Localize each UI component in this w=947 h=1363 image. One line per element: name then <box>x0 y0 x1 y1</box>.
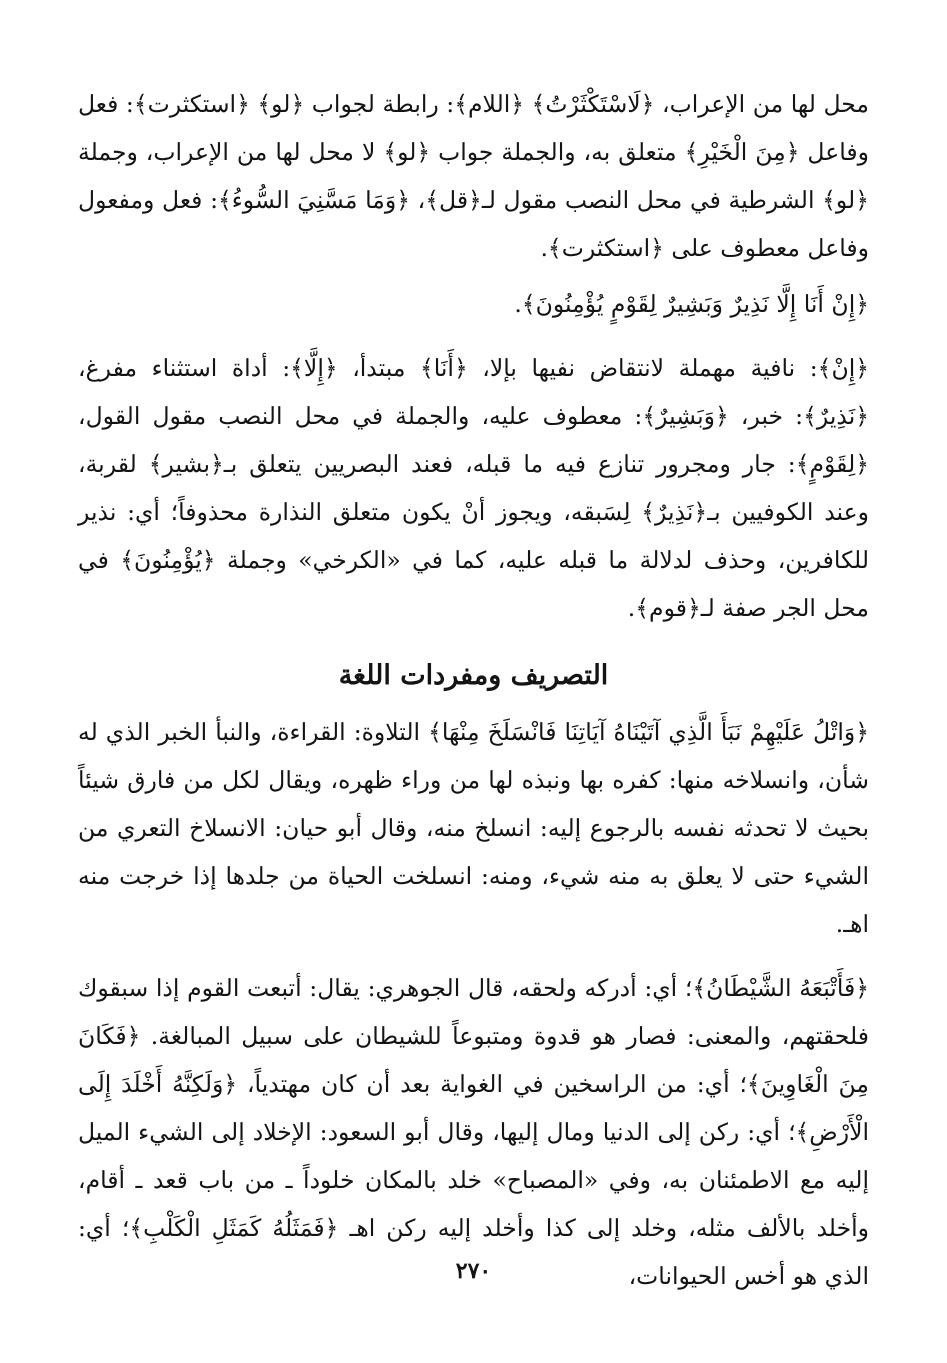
paragraph-watlu: ﴿وَاتْلُ عَلَيْهِمْ نَبَأَ الَّذِي آتَيْنَاهُ آيَاتِنَا فَانْسَلَخَ مِنْهَا﴾ التلاوة: القراءة، والنبأ الخبر الذي له شأن، وانسلاخه منها: كفره بها ونبذه لها من وراء ظهره، ويقال لكل من فارق شيئاً بحيث لا تحدثه نفسه بالرجوع إليه: انسلخ منه، وقال أبو حيان: الانسلاخ التعري من الشيء حتى لا يعلق به منه شيء، ومنه: انسلخت الحياة من جلدها إذا خرجت منه اهـ. <box>78 718 870 938</box>
paragraph-irab-lastakthart: محل لها من الإعراب، ﴿لَاسْتَكْثَرْتُ﴾ ﴿اللام﴾: رابطة لجواب ﴿لو﴾ ﴿استكثرت﴾: فعل وفاعل ﴿مِنَ الْخَيْرِ﴾ متعلق به، والجملة جواب ﴿لو﴾ لا محل لها من الإعراب، وجملة ﴿لو﴾ الشرطية في محل النصب مقول لـ﴿قل﴾، ﴿وَمَا مَسَّنِيَ السُّوءُ﴾: فعل ومفعول وفاعل معطوف على ﴿استكثرت﴾. <box>78 90 869 262</box>
section-heading: التصريف ومفردات اللغة <box>338 660 609 691</box>
paragraph-fa-atbaahu: ﴿فَأَتْبَعَهُ الشَّيْطَانُ﴾؛ أي: أدركه ولحقه، قال الجوهري: يقال: أتبعت القوم إذا سبقوك فلحقتهم، والمعنى: فصار هو قدوة ومتبوعاً للشيطان على سبيل المبالغة. ﴿فَكَانَ مِنَ الْغَاوِينَ﴾؛ أي: من الراسخين في الغواية بعد أن كان مهتدياً، ﴿وَلَكِنَّهُ أَخْلَدَ إِلَى الْأَرْضِ﴾؛ أي: ركن إلى الدنيا ومال إليها، وقال أبو السعود: الإخلاد إلى الشيء الميل إليه مع الاطمئنان به، وفي «المصباح» خلد بالمكان خلوداً ـ من باب قعد ـ أقام، وأخلد بالألف مثله، وخلد إلى كذا وأخلد إليه ركن اهـ ﴿فَمَثَلُهُ كَمَثَلِ الْكَلْبِ﴾؛ أي: الذي هو أخس الحيوانات، <box>78 974 869 1290</box>
paragraph-irab-in-ana: ﴿إِنْ﴾: نافية مهملة لانتقاض نفيها بإلا، ﴿أَنَا﴾ مبتدأ، ﴿إِلَّا﴾: أداة استثناء مفرغ، ﴿نَذِيرٌ﴾: خبر، ﴿وَبَشِيرٌ﴾: معطوف عليه، والجملة في محل النصب مقول القول، ﴿لِقَوْمٍ﴾: جار ومجرور تنازع فيه ما قبله، فعند البصريين يتعلق بـ﴿بشير﴾ لقربة، وعند الكوفيين بـ﴿نَذِيرٌ﴾ لِسَبقه، ويجوز أنْ يكون متعلق النذارة محذوفاً؛ أي: نذير للكافرين، وحذف لدلالة ما قبله عليه، كما في «الكرخي» وجملة ﴿يُؤْمِنُونَ﴾ في محل الجر صفة لـ﴿قوم﴾. <box>78 354 869 622</box>
verse-quote: ﴿إِنْ أَنَا إِلَّا نَذِيرٌ وَبَشِيرٌ لِقَوْمٍ يُؤْمِنُونَ﴾. <box>514 290 869 318</box>
page-number: ٢٧٠ <box>455 1258 492 1284</box>
